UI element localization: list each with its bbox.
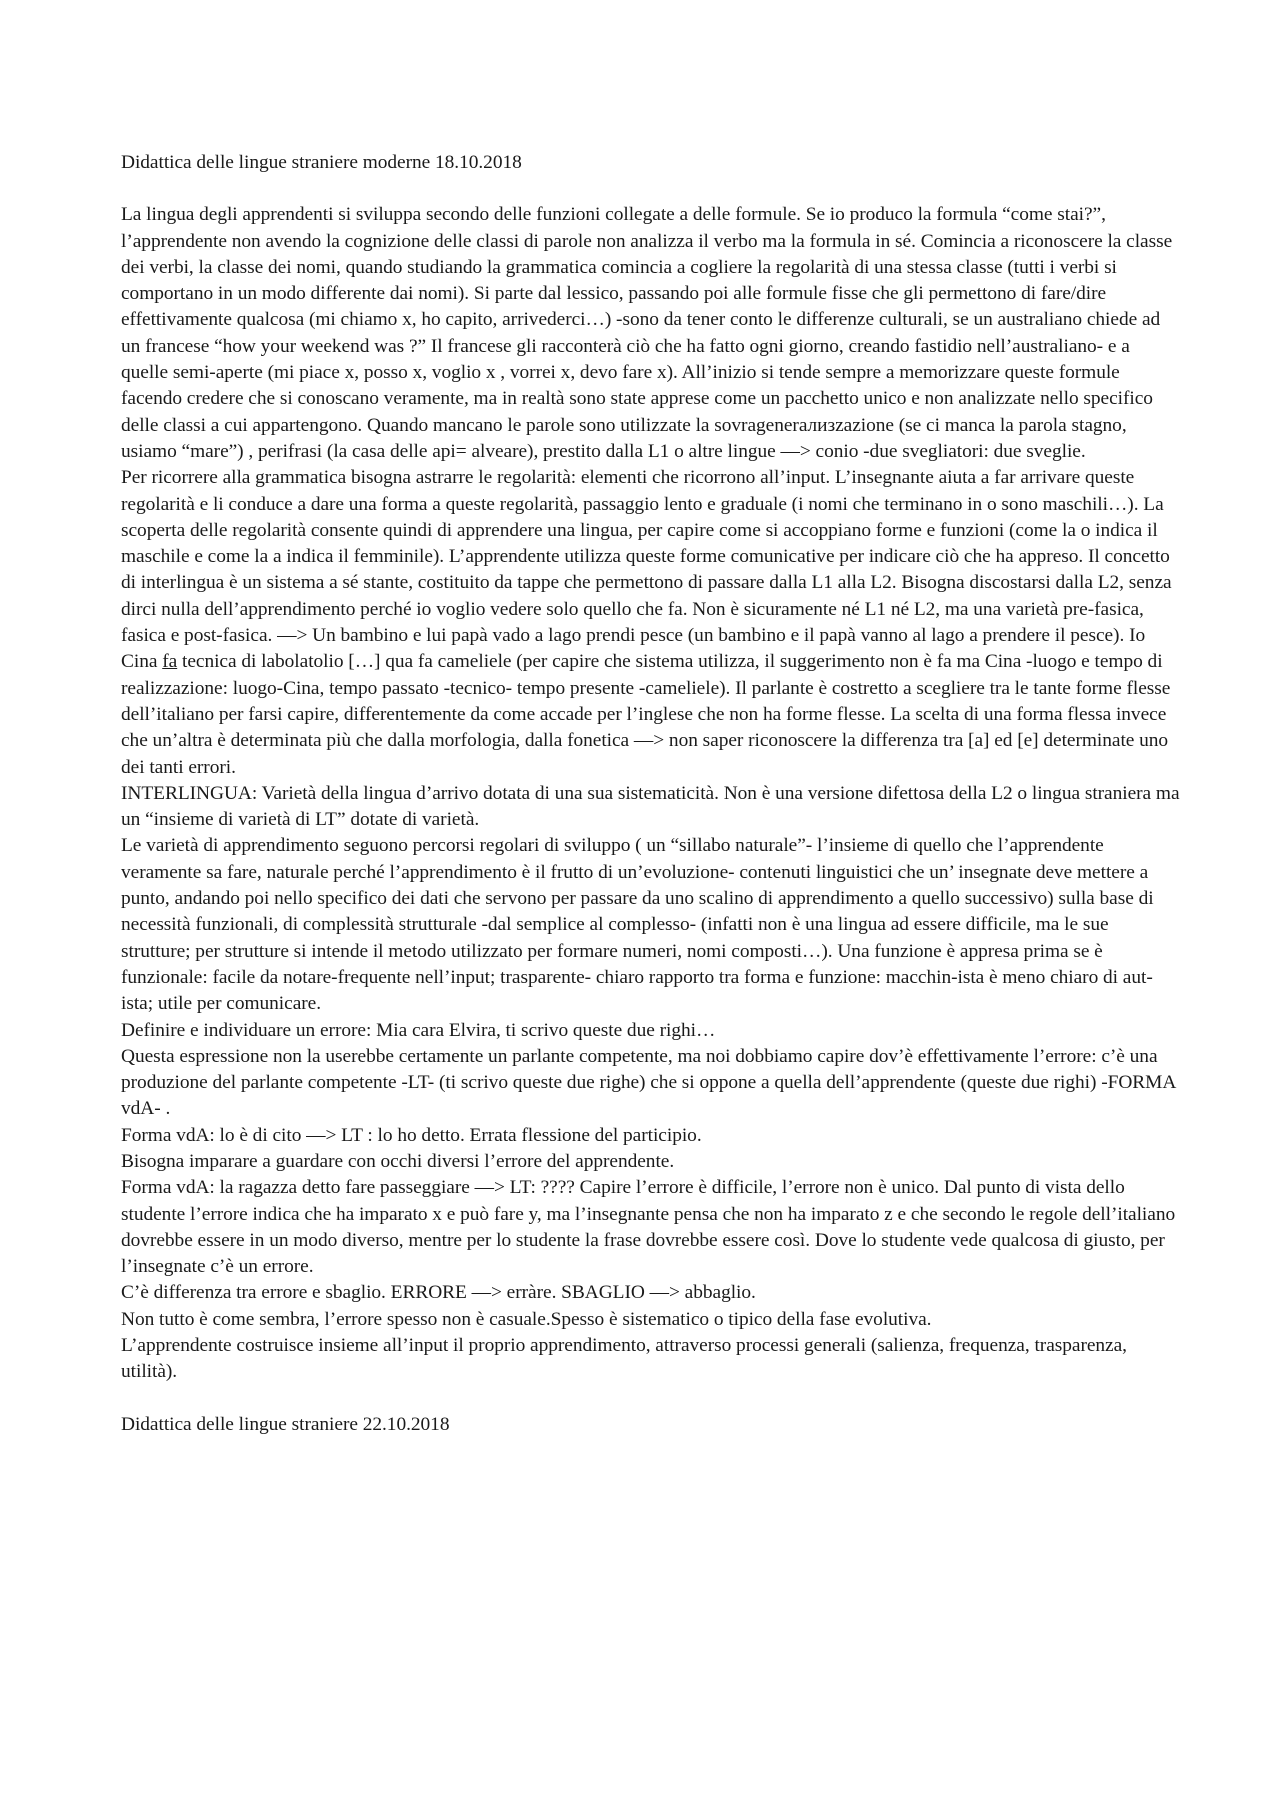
paragraph-forma-vda-2: Forma vdA: la ragazza detto fare passeggiare —> LT: ???? Capire l’errore è difficile, l’errore non è unico. Dal punto di vista dello studente l’errore indica che ha imparato x e può fare y, ma l’insegnante pensa che non ha imparato z e che secondo le regole dell’italiano dovrebbe essere in un modo diverso, mentre per lo studente la frase dovrebbe essere così. Dove lo studente vede qualcosa di giusto, per l’insegnate c’è un errore. xyxy=(121,1177,1176,1278)
paragraph-grammatica-part-1: Per ricorrere alla grammatica bisogna astrarre le regolarità: elementi che ricorrono all’input. L’insegnante aiuta a far arrivare queste regolarità e li conduce a dare una forma a queste regolarità, passaggio lento e graduale (i nomi che terminano in o sono maschili…). La scoperta delle regolarità consente quindi di apprendere una lingua, per capire come si accoppiano forme e funzioni (come la o indica il maschile e come la a indica il femminile). L’apprendente utilizza queste forme comunicative per indicare ciò che ha appreso. Il concetto di interlingua è un sistema a sé stante, costituito da tappe che permettono di passare dalla L1 alla L2. Bisogna discostarsi dalla L2, senza dirci nulla dell’apprendimento perché io voglio vedere solo quello che fa. Non è sicuramente né L1 né L2, ma una varietà pre-fasica, fasica e post-fasica. —> Un bambino e lui papà vado a lago prendi pesce (un bambino e il papà vanno al lago a prendere il pesce). Io Cina xyxy=(121,467,1172,673)
paragraph-espressione: Questa espressione non la userebbe certamente un parlante competente, ma noi dobbiamo capire dov’è effettivamente l’errore: c’è una produzione del parlante competente -LT- (ti scrivo queste due righe) che si oppone a quella dell’apprendente (queste due righi) -FORMA vdA- . xyxy=(121,1045,1176,1120)
lecture-title-22-10: Didattica delle lingue straniere 22.10.2018 xyxy=(121,1413,450,1435)
paragraph-formule: La lingua degli apprendenti si sviluppa secondo delle funzioni collegate a delle formule. Se io produco la formula “come stai?”, l’apprendente non avendo la cognizione delle classi di parole non analizza il verbo ma la formula in sé. Comincia a riconoscere la classe dei verbi, la classe dei nomi, quando studiando la grammatica comincia a cogliere la regolarità di una stessa classe (tutti i verbi si comportano in un modo differente dai nomi). Si parte dal lessico, passando poi alle formule fisse che gli permettono di fare/dire effettivamente qualcosa (mi chiamo x, ho capito, arrivederci…) -sono da tener conto le differenze culturali, se un australiano chiede ad un francese “how your weekend was ?” Il francese gli racconterà ciò che ha fatto ogni giorno, creando fastidio nell’australiano- e a quelle semi-aperte (mi piace x, posso x, voglio x , vorrei x, devo fare x). All’inizio si tende sempre a memorizzare queste formule facendo credere che si conoscano veramente, ma in realtà sono state apprese come un pacchetto unico e non analizzate nello specifico delle classi a cui appartengono. Quando mancano le parole sono utilizzate la sovragenerализzazione (se ci manca la parola stagno, usiamo “mare”) , perifrasi (la casa delle api= alveare), prestito dalla L1 o altre lingue —> conio -due svegliatori: due sveglie. xyxy=(121,204,1173,462)
paragraph-grammatica-part-2: tecnica di labolatolio […] qua fa cameliele (per capire che sistema utilizza, il suggerimento non è fa ma Cina -luogo e tempo di realizzazione: luogo-Cina, tempo passato -tecnico- tempo presente -cameliele). Il parlante è costretto a scegliere tra le tante forme flesse dell’italiano per farsi capire, differentemente da come accade per l’inglese che non ha forme flesse. La scelta di una forma flessa invece che un’altra è determinata più che dalla morfologia, dalla fonetica —> non saper riconoscere la differenza tra [a] ed [e] determinate uno dei tanti errori. xyxy=(121,651,1171,778)
paragraph-forma-vda-1: Forma vdA: lo è di cito —> LT : lo ho detto. Errata flessione del participio. xyxy=(121,1124,702,1146)
paragraph-occhi-diversi: Bisogna imparare a guardare con occhi diversi l’errore del apprendente. xyxy=(121,1150,675,1172)
paragraph-errore-sbaglio: C’è differenza tra errore e sbaglio. ERRORE —> erràre. SBAGLIO —> abbaglio. xyxy=(121,1282,756,1304)
paragraph-grammatica xyxy=(121,465,1181,781)
paragraph-varieta: Le varietà di apprendimento seguono percorsi regolari di sviluppo ( un “sillabo naturale”- l’insieme di quello che l’apprendente veramente sa fare, naturale perché l’apprendimento è il frutto di un’evoluzione- contenuti linguistici che un’ insegnate deve mettere a punto, andando poi nello specifico dei dati che servono per passare da uno scalino di apprendimento a quello successivo) sulla base di necessità funzionali, di complessità strutturale -dal semplice al complesso- (infatti non è una lingua ad essere difficile, ma le sue strutture; per strutture si intende il metodo utilizzato per formare numeri, nomi composti…). Una funzione è appresa prima se è funzionale: facile da notare-frequente nell’input; trasparente- chiaro rapporto tra forma e funzione: macchin-ista è meno chiaro di aut-ista; utile per comunicare. xyxy=(121,835,1154,1015)
paragraph-definire-errore: Definire e individuare un errore: Mia cara Elvira, ti scrivo queste due righi… xyxy=(121,1019,716,1041)
document-page xyxy=(121,150,1181,1438)
lecture-title-18-10: Didattica delle lingue straniere moderne 18.10.2018 xyxy=(121,152,522,173)
underlined-word-fa: fa xyxy=(162,651,178,673)
paragraph-processi: L’apprendente costruisce insieme all’input il proprio apprendimento, attraverso processi generali (salienza, frequenza, trasparenza, utilità). xyxy=(121,1335,1127,1383)
paragraph-non-tutto: Non tutto è come sembra, l’errore spesso non è casuale.Spesso è sistematico o tipico della fase evolutiva. xyxy=(121,1308,932,1330)
paragraph-interlingua: INTERLINGUA: Varietà della lingua d’arrivo dotata di una sua sistematicità. Non è una versione difettosa della L2 o lingua straniera ma un “insieme di varietà di LT” dotate di varietà. xyxy=(121,782,1180,831)
